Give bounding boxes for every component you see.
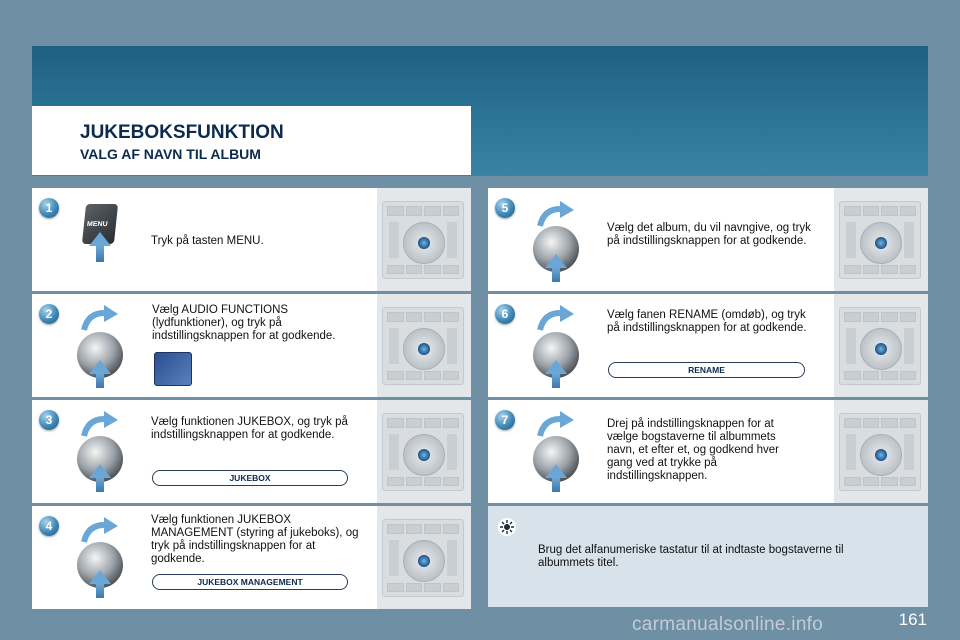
title-box xyxy=(32,106,471,175)
control-panel-icon xyxy=(839,201,921,279)
press-arrow-icon xyxy=(545,254,567,268)
control-panel-icon xyxy=(382,307,464,385)
step-7-card xyxy=(488,400,928,503)
step-3-card xyxy=(32,400,471,503)
page-title: JUKEBOKSFUNKTION xyxy=(80,122,284,143)
step-text: Vælg det album, du vil navngive, og tryk på indstillingsknappen for at godkende. xyxy=(607,222,811,247)
step-text: Vælg fanen RENAME (omdøb), og tryk på indstillingsknappen for at godkende. xyxy=(607,309,807,334)
press-arrow-icon xyxy=(89,570,111,584)
tip-sun-icon xyxy=(498,518,516,536)
step-number: 6 xyxy=(495,304,515,324)
step-number: 3 xyxy=(39,410,59,430)
control-panel-icon xyxy=(382,413,464,491)
control-panel-icon xyxy=(382,201,464,279)
step-text: Tryk på tasten MENU. xyxy=(151,235,264,247)
menu-key-label: MENU xyxy=(86,221,108,228)
page-number: 161 xyxy=(898,610,927,629)
jukebox-menu-item: JUKEBOX xyxy=(152,470,348,486)
step-2-card xyxy=(32,294,471,397)
step-6-card xyxy=(488,294,928,397)
audio-functions-icon xyxy=(154,352,192,386)
step-1-card xyxy=(32,188,471,291)
rename-menu-item: RENAME xyxy=(608,362,805,378)
step-text: Vælg funktionen JUKEBOX, og tryk på indstillingsknappen for at godkende. xyxy=(151,416,348,441)
tip-box xyxy=(488,506,928,607)
control-panel-icon xyxy=(839,307,921,385)
page-subtitle: VALG AF NAVN TIL ALBUM xyxy=(80,146,261,162)
rotate-arrow-icon xyxy=(80,304,120,334)
tip-text: Brug det alfanumeriske tastatur til at indtaste bogstaverne til albummets titel. xyxy=(538,544,844,569)
step-text: Vælg funktionen JUKEBOX MANAGEMENT (styring af jukeboks), og tryk på indstillingsknappen for at godkende. xyxy=(151,514,359,565)
press-arrow-icon xyxy=(89,464,111,478)
step-number: 4 xyxy=(39,516,59,536)
rotate-arrow-icon xyxy=(536,304,576,334)
control-panel-icon xyxy=(839,413,921,491)
step-text: Drej på indstillingsknappen for at vælge bogstaverne til albummets navn, et efter et, og godkend hver gang ved at trykke på indstillingsknappen. xyxy=(607,418,779,482)
control-panel-icon xyxy=(382,519,464,597)
press-arrow-icon xyxy=(89,232,111,246)
step-number: 5 xyxy=(495,198,515,218)
press-arrow-icon xyxy=(545,464,567,478)
step-5-card xyxy=(488,188,928,291)
step-4-card xyxy=(32,506,471,609)
watermark: carmanualsonline.info xyxy=(632,614,824,635)
press-arrow-icon xyxy=(89,360,111,374)
jukebox-management-menu-item: JUKEBOX MANAGEMENT xyxy=(152,574,348,590)
step-number: 2 xyxy=(39,304,59,324)
press-arrow-icon xyxy=(545,360,567,374)
step-number: 7 xyxy=(495,410,515,430)
step-number: 1 xyxy=(39,198,59,218)
step-text: Vælg AUDIO FUNCTIONS (lydfunktioner), og tryk på indstillingsknappen for at godkende. xyxy=(152,304,336,342)
